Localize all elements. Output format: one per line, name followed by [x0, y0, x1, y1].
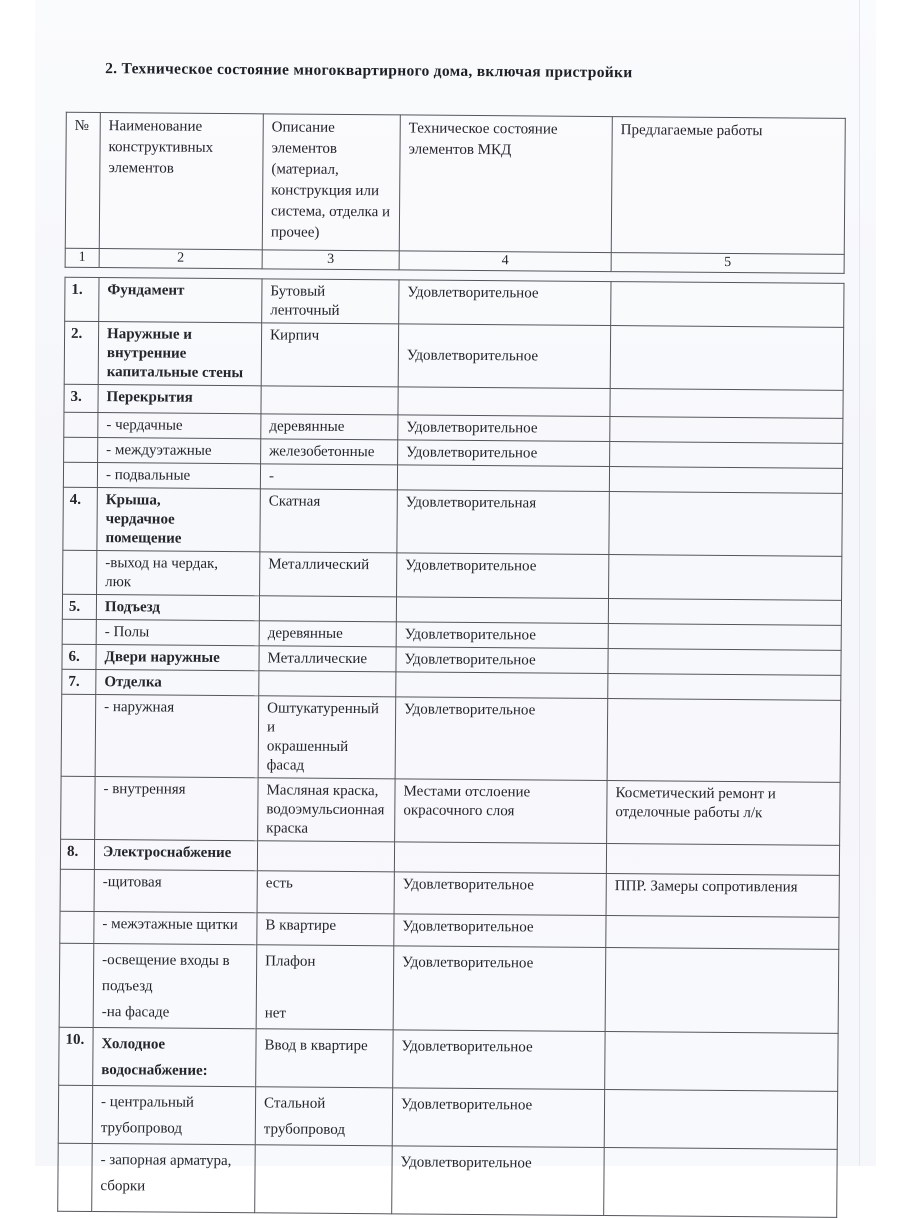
cell-state [398, 387, 610, 417]
column-number: 1 [65, 248, 99, 267]
cell-description: Оштукатуренный и окрашенный фасад [258, 696, 396, 779]
cell-number: 7. [62, 669, 96, 694]
cell-works [608, 649, 841, 676]
cell-state: Удовлетворительная [397, 490, 609, 555]
cell-works [604, 1148, 838, 1218]
cell-works: Косметический ремонт и отделочные работы л/к [607, 781, 840, 846]
cell-state: Удовлетворительное [393, 946, 606, 1032]
cell-number: 2. [64, 321, 98, 384]
cell-number: 1. [65, 277, 99, 321]
cell-state: Удовлетворительное [392, 1146, 605, 1216]
cell-element-name: - межэтажные щитки [94, 912, 257, 945]
cell-element-name: Подъезд [96, 595, 259, 621]
cell-number [60, 869, 94, 911]
cell-description: Металлические [259, 646, 396, 672]
cell-description: Бутовый ленточный [262, 279, 399, 324]
header-row [65, 112, 845, 254]
cell-number: 5. [62, 594, 96, 619]
table-row [59, 943, 839, 1033]
cell-element-name: Фундамент [99, 278, 262, 323]
table-row [58, 1085, 837, 1149]
cell-number [59, 943, 94, 1027]
cell-works [611, 282, 844, 328]
cell-works [609, 555, 842, 601]
cell-element-name: Электроснабжение [94, 840, 257, 871]
cell-description [261, 386, 398, 415]
cell-state [394, 842, 606, 874]
cell-element-name: -выход на чердак, люк [97, 551, 260, 596]
cell-description [255, 1145, 393, 1214]
column-header: Описание элементов (материал, конструкция или система, отделка и прочее) [262, 114, 400, 251]
cell-description: Кирпич [261, 323, 398, 387]
column-header: Предлагаемые работы [611, 117, 845, 255]
cell-number: 10. [59, 1027, 93, 1085]
cell-description: Металлический [260, 552, 397, 597]
table-row [61, 776, 840, 845]
cell-description [259, 596, 396, 622]
cell-description: Масляная краска, водоэмульсионная краска [258, 778, 395, 842]
cell-element-name: Двери наружные [96, 645, 259, 671]
cell-works [607, 699, 841, 783]
table-row [61, 694, 841, 782]
cell-element-name: -щитовая [94, 870, 257, 913]
cell-state: Удовлетворительное [396, 647, 608, 674]
cell-works [606, 844, 839, 876]
cell-state: Удовлетворительное [395, 697, 608, 781]
column-header: Наименование конструктивных элементов [99, 113, 263, 250]
column-number: 3 [262, 250, 399, 270]
cell-number: 6. [62, 644, 96, 669]
cell-state: Удовлетворительное [396, 622, 608, 649]
page-content [27, 0, 877, 1195]
cell-element-name: Отделка [96, 670, 259, 696]
cell-state: Удовлетворительное [392, 1088, 604, 1148]
cell-works [610, 442, 843, 469]
column-number: 5 [611, 253, 844, 274]
cell-state [396, 672, 608, 699]
table-row [60, 869, 839, 917]
cell-element-name: - подвальные [97, 463, 260, 489]
table-row [63, 550, 842, 600]
cell-works [609, 467, 842, 494]
scanned-page [35, 0, 876, 1195]
cell-element-name: -освещение входы в подъезд -на фасаде [93, 944, 257, 1029]
cell-description: В квартире [257, 913, 394, 946]
cell-works [608, 674, 841, 701]
cell-works [608, 599, 841, 626]
cell-element-name: Наружные и внутренние капитальные стены [98, 322, 261, 386]
cell-description: железобетонные [261, 439, 398, 465]
cell-works: ППР. Замеры сопротивления [606, 874, 839, 918]
cell-description: Плафон нет [256, 945, 394, 1030]
cell-state: Удовлетворительное [397, 553, 609, 599]
table-row [58, 1143, 838, 1217]
cell-state: Удовлетворительное [393, 1030, 605, 1090]
cell-state: Удовлетворительное [394, 914, 606, 948]
cell-number: 3. [64, 384, 98, 412]
cell-works [610, 417, 843, 444]
table-row [63, 487, 842, 556]
column-number: 4 [399, 251, 611, 272]
cell-state: Удовлетворительное [398, 415, 610, 442]
section-title: 2. Техническое состояние многоквартирного дома, включая пристройки [105, 60, 633, 82]
column-number: 2 [99, 249, 262, 269]
cell-description: деревянные [261, 414, 398, 440]
cell-description [259, 671, 396, 697]
cell-works [605, 1032, 838, 1092]
cell-element-name: - запорная арматура, сборки [92, 1144, 256, 1213]
cell-number [63, 550, 97, 594]
cell-number [62, 619, 96, 644]
cell-description: есть [257, 871, 394, 914]
table-body [57, 277, 844, 1218]
cell-works [610, 389, 843, 419]
cell-number: 4. [63, 487, 97, 550]
cell-state: Удовлетворительное [394, 872, 606, 916]
table-row [64, 321, 843, 390]
cell-element-name: - междуэтажные [98, 438, 261, 464]
table-row [59, 1027, 838, 1091]
cell-state: Удовлетворительное [398, 440, 610, 467]
cell-number [60, 911, 94, 943]
cell-state: Удовлетворительное [399, 280, 611, 326]
cell-number [58, 1085, 92, 1143]
cell-element-name: Перекрытия [98, 385, 261, 414]
cell-works [608, 624, 841, 651]
cell-number [58, 1143, 93, 1211]
cell-description: деревянные [259, 621, 396, 647]
cell-state: Удовлетворительное [398, 324, 610, 389]
table-header [65, 112, 846, 274]
cell-description: Ввод в квартире [256, 1029, 393, 1088]
cell-number [64, 437, 98, 462]
cell-element-name: - центральный трубопровод [92, 1086, 255, 1145]
cell-element-name: Холодное водоснабжение: [93, 1028, 256, 1087]
cell-description: - [260, 464, 397, 490]
cell-description: Стальной трубопровод [255, 1087, 392, 1146]
cell-works [606, 916, 839, 950]
cell-works [604, 1090, 837, 1150]
cell-description: Скатная [260, 489, 397, 553]
cell-number [61, 776, 95, 839]
cell-element-name: - чердачные [98, 413, 261, 439]
cell-element-name: - внутренняя [95, 777, 258, 841]
cell-element-name: - Полы [96, 620, 259, 646]
table-row [65, 277, 844, 327]
cell-description [257, 841, 394, 872]
cell-works [605, 948, 839, 1034]
cell-state [397, 465, 609, 492]
cell-number [61, 694, 96, 776]
cell-element-name: Крыша, чердачное помещение [97, 488, 260, 552]
cell-state: Местами отслоение окрасочного слоя [395, 779, 607, 844]
cell-number [64, 412, 98, 437]
cell-number [63, 462, 97, 487]
column-header: № [65, 112, 100, 248]
cell-state [396, 597, 608, 624]
cell-number: 8. [60, 839, 94, 869]
cell-element-name: - наружная [95, 695, 259, 778]
cell-works [609, 492, 842, 557]
column-header: Техническое состояние элементов МКД [399, 115, 612, 253]
cell-works [610, 326, 843, 391]
